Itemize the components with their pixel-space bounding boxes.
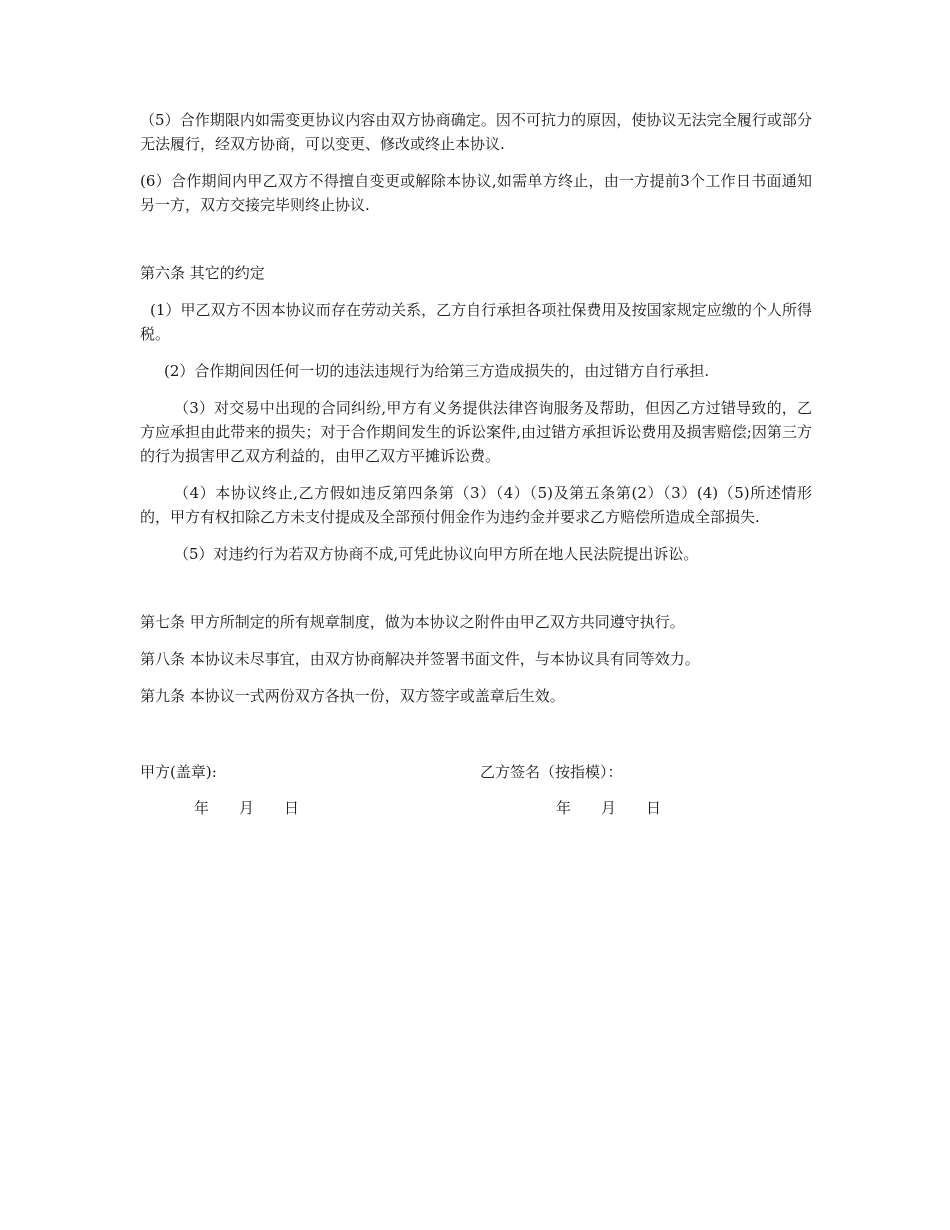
party-a-seal-label: 甲方(盖章):	[140, 763, 217, 781]
clause-6-1: (1）甲乙双方不因本协议而存在劳动关系，乙方自行承担各项社保费用及按国家规定应缴的个人所得税。	[140, 301, 812, 343]
party-b-date: 年 月 日	[556, 799, 662, 817]
article-8: 第八条 本协议未尽事宜，由双方协商解决并签署书面文件，与本协议具有同等效力。	[140, 650, 700, 668]
date-row	[140, 796, 812, 820]
clause-6-3: （3）对交易中出现的合同纠纷,甲方有义务提供法律咨询服务及帮助，但因乙方过错导致的，乙方应承担由此带来的损失；对于合作期间发生的诉讼案件,由过错方承担诉讼费用及损害赔偿;因第三方的行为损害甲乙双方利益的，由甲乙双方平摊诉讼费。	[140, 399, 812, 465]
article-6-title: 第六条 其它的约定	[140, 264, 265, 282]
document-page	[140, 108, 812, 820]
party-b-sign-label: 乙方签名（按指模）：	[480, 763, 623, 781]
party-a-date: 年 月 日	[194, 799, 300, 817]
clause-6-2: (2）合作期间因任何一切的违法违规行为给第三方造成损失的，由过错方自行承担.	[164, 362, 710, 380]
clause-6-4: （4）本协议终止,乙方假如违反第四条第（3）（4）（5)及第五条第(2）（3）(4)（5)所述情形的，甲方有权扣除乙方未支付提成及全部预付佣金作为违约金并要求乙方赔偿所造成全部损失.	[140, 484, 812, 526]
clause-6-5: （5）对违约行为若双方协商不成,可凭此协议向甲方所在地人民法院提出诉讼。	[174, 545, 699, 563]
clause-5-5: （5）合作期限内如需变更协议内容由双方协商确定。因不可抗力的原因，使协议无法完全履行或部分无法履行，经双方协商，可以变更、修改或终止本协议.	[140, 111, 812, 153]
signature-row	[140, 760, 812, 784]
article-7: 第七条 甲方所制定的所有规章制度，做为本协议之附件由甲乙双方共同遵守执行。	[140, 613, 685, 631]
article-9: 第九条 本协议一式两份双方各执一份，双方签字或盖章后生效。	[140, 687, 565, 705]
clause-5-6: (6）合作期间内甲乙双方不得擅自变更或解除本协议,如需单方终止，由一方提前3个工作日书面通知另一方，双方交接完毕则终止协议.	[140, 172, 812, 214]
